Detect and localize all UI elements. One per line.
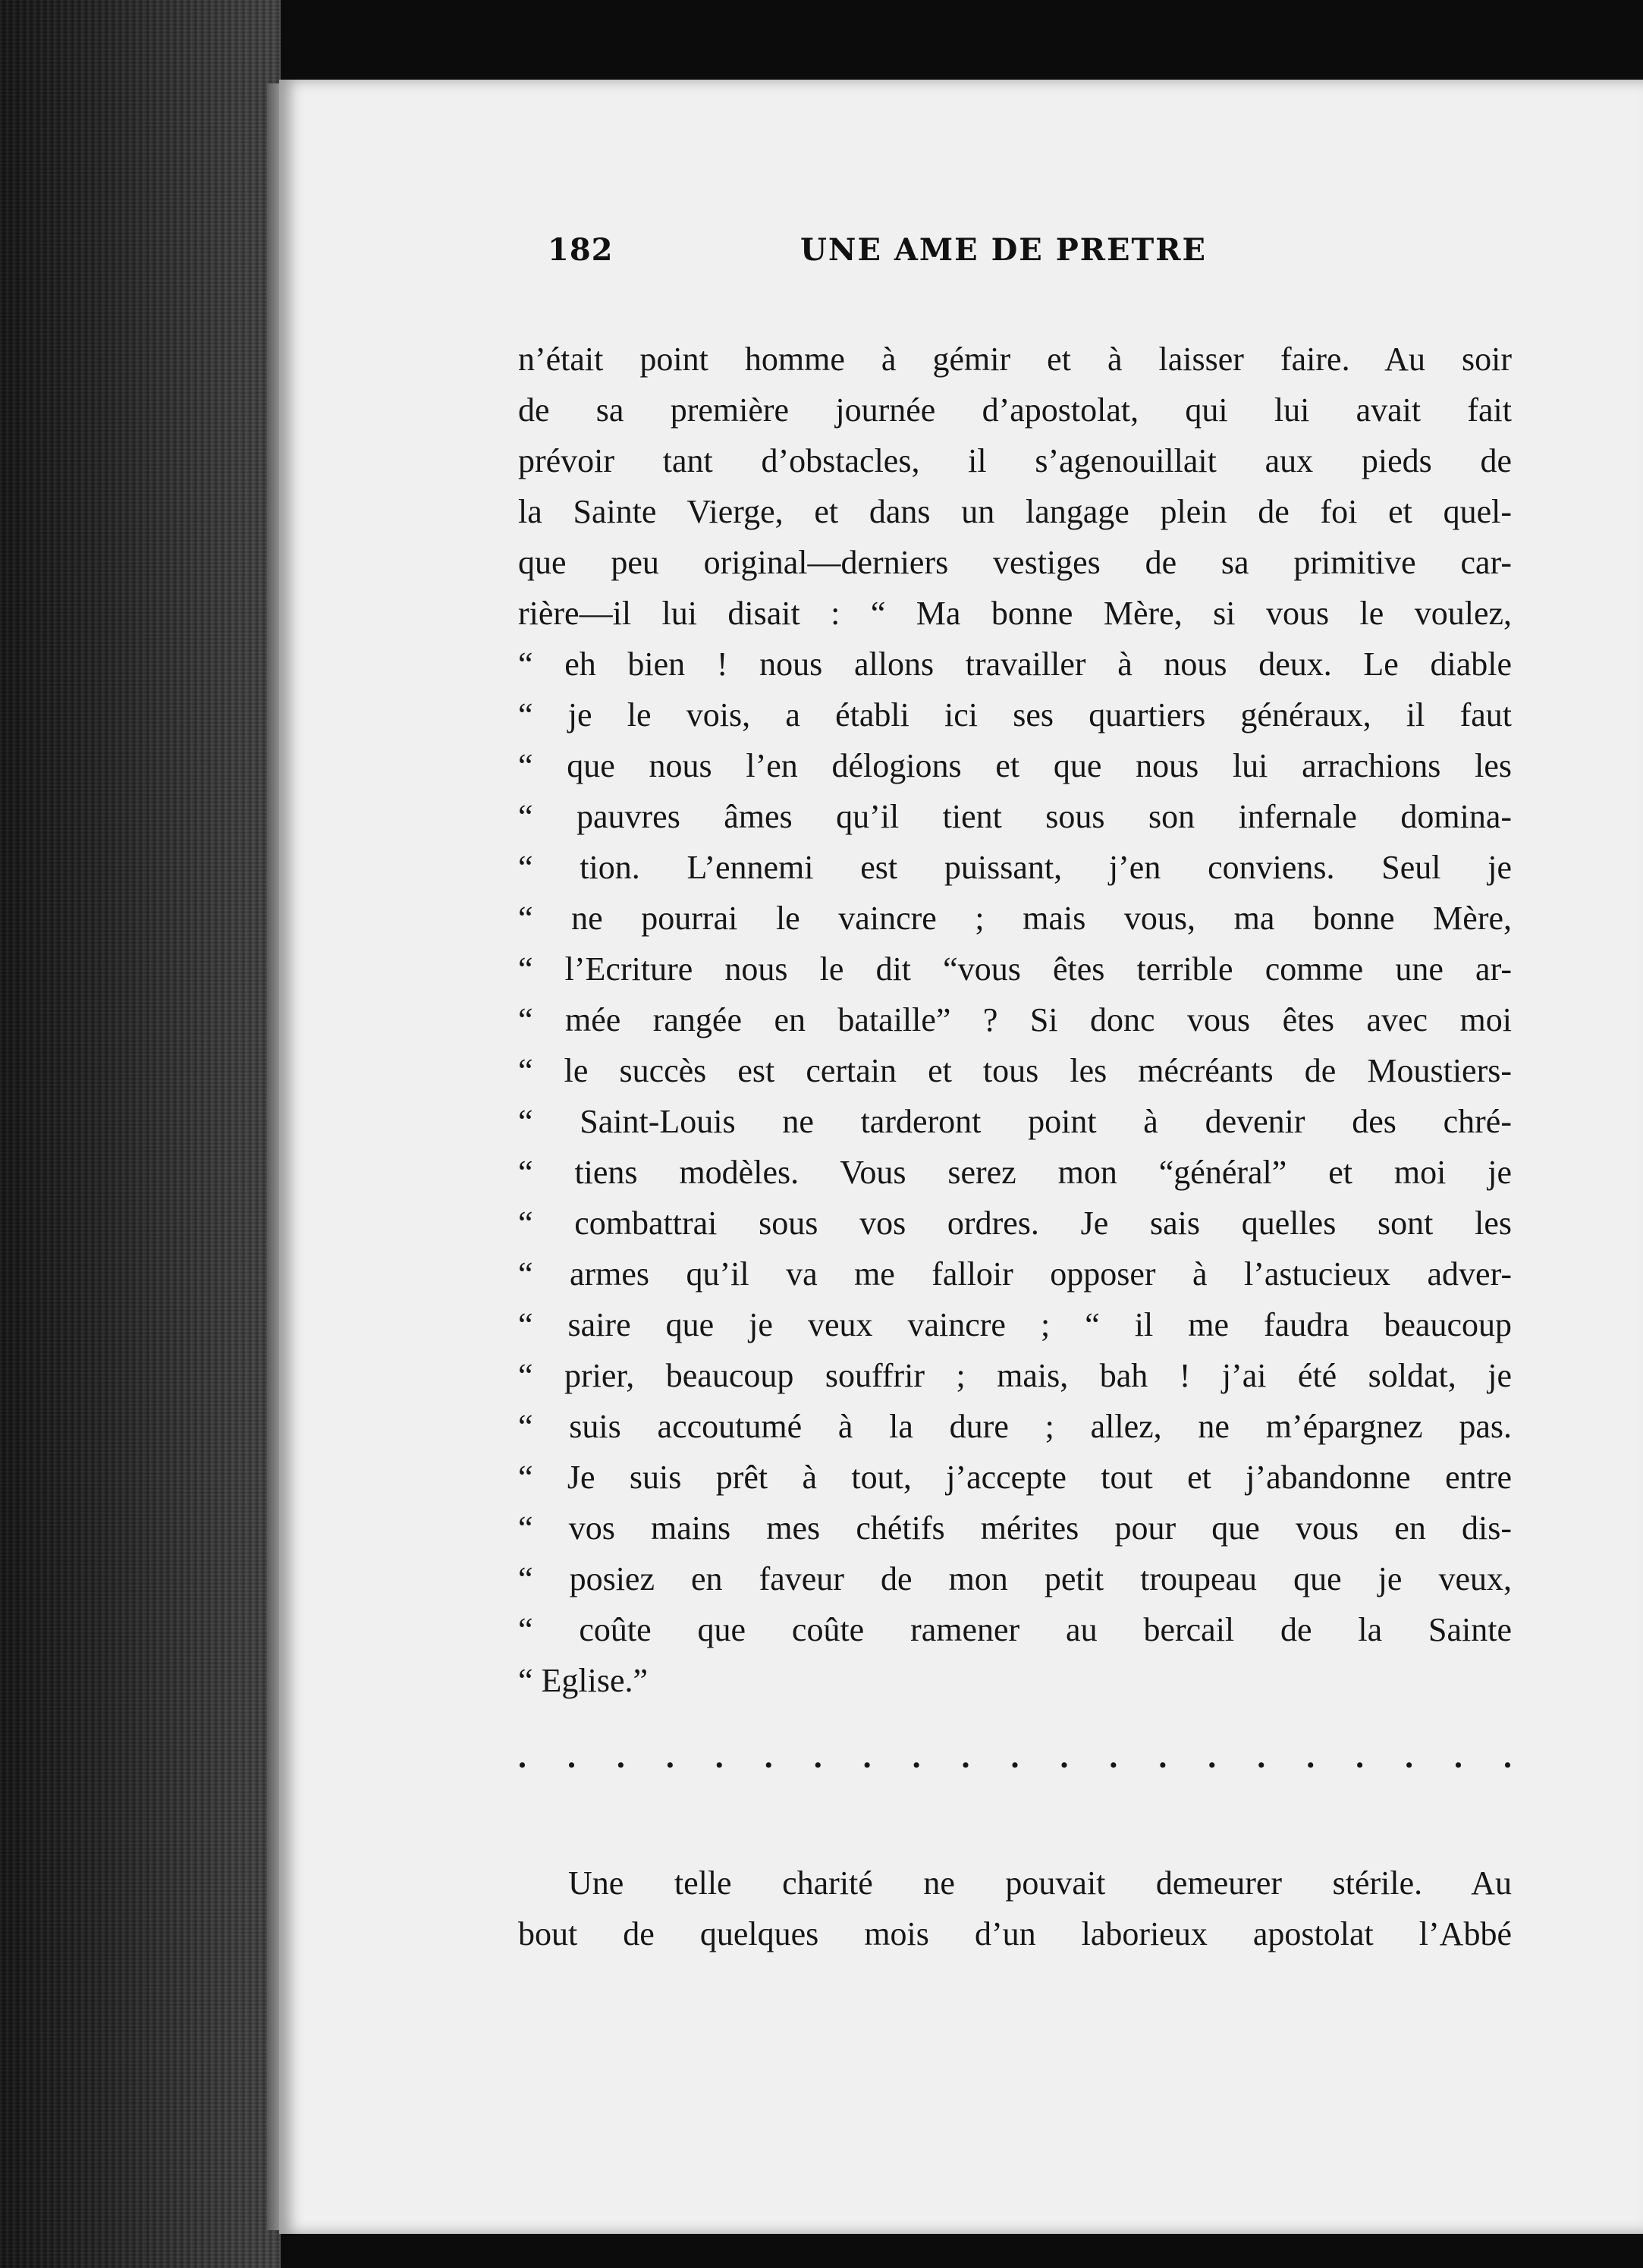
text-line: “ saire que je veux vaincre ; “ il me faudra beaucoup [518,1306,1512,1343]
text-line: “ eh bien ! nous allons travailler à nous deux. Le diable [518,646,1512,683]
text-line: “ Je suis prêt à tout, j’accepte tout et j’abandonne entre [518,1459,1512,1496]
text-line: rière—il lui disait : “ Ma bonne Mère, si vous le voulez, [518,595,1512,632]
text-line: “ pauvres âmes qu’il tient sous son infernale domina- [518,798,1512,835]
text-line: Une telle charité ne pouvait demeurer stérile. Au [568,1864,1512,1902]
text-line: la Sainte Vierge, et dans un langage plein de foi et quel- [518,493,1512,530]
text-line: “ armes qu’il va me falloir opposer à l’astucieux adver- [518,1255,1512,1293]
section-separator: . . . . . . . . . . . . . . . . . . . . . [518,1738,1512,1775]
text-line: de sa première journée d’apostolat, qui lui avait fait [518,391,1512,429]
text-line: “ le succès est certain et tous les mécréants de Moustiers- [518,1052,1512,1089]
page-header [548,232,1230,278]
text-line: “ mée rangée en bataille” ? Si donc vous êtes avec moi [518,1001,1512,1038]
text-line: bout de quelques mois d’un laborieux apostolat l’Abbé [518,1915,1512,1952]
text-line: “ Eglise.” [518,1662,649,1699]
running-title: UNE AME DE PRETRE [800,232,1207,268]
paragraph-2 [518,1858,1512,1959]
text-line: “ posiez en faveur de mon petit troupeau que je veux, [518,1560,1512,1597]
text-line: que peu original—derniers vestiges de sa primitive car- [518,544,1512,581]
page-number: 182 [548,232,614,268]
text-line: “ l’Ecriture nous le dit “vous êtes terrible comme une ar- [518,950,1512,988]
text-line: “ vos mains mes chétifs mérites pour que vous en dis- [518,1509,1512,1547]
text-line: “ coûte que coûte ramener au bercail de la Sainte [518,1611,1512,1648]
text-line: “ je le vois, a établi ici ses quartiers généraux, il faut [518,696,1512,733]
text-line: “ ne pourrai le vaincre ; mais vous, ma bonne Mère, [518,900,1512,937]
text-line: “ Saint-Louis ne tarderont point à devenir des chré- [518,1103,1512,1140]
text-line: “ tiens modèles. Vous serez mon “général” et moi je [518,1154,1512,1191]
paragraph-1 [518,334,1512,1706]
body-text [518,334,1512,1959]
text-line: “ combattrai sous vos ordres. Je sais quelles sont les [518,1205,1512,1242]
text-line: “ suis accoutumé à la dure ; allez, ne m’épargnez pas. [518,1408,1512,1445]
book-binding [0,0,281,2268]
text-line: “ prier, beaucoup souffrir ; mais, bah ! j’ai été soldat, je [518,1357,1512,1394]
text-line: n’était point homme à gémir et à laisser faire. Au soir [518,341,1512,378]
text-line: prévoir tant d’obstacles, il s’agenouillait aux pieds de [518,442,1512,479]
text-line: “ tion. L’ennemi est puissant, j’en conviens. Seul je [518,849,1512,886]
text-line: “ que nous l’en délogions et que nous lui arrachions les [518,747,1512,784]
